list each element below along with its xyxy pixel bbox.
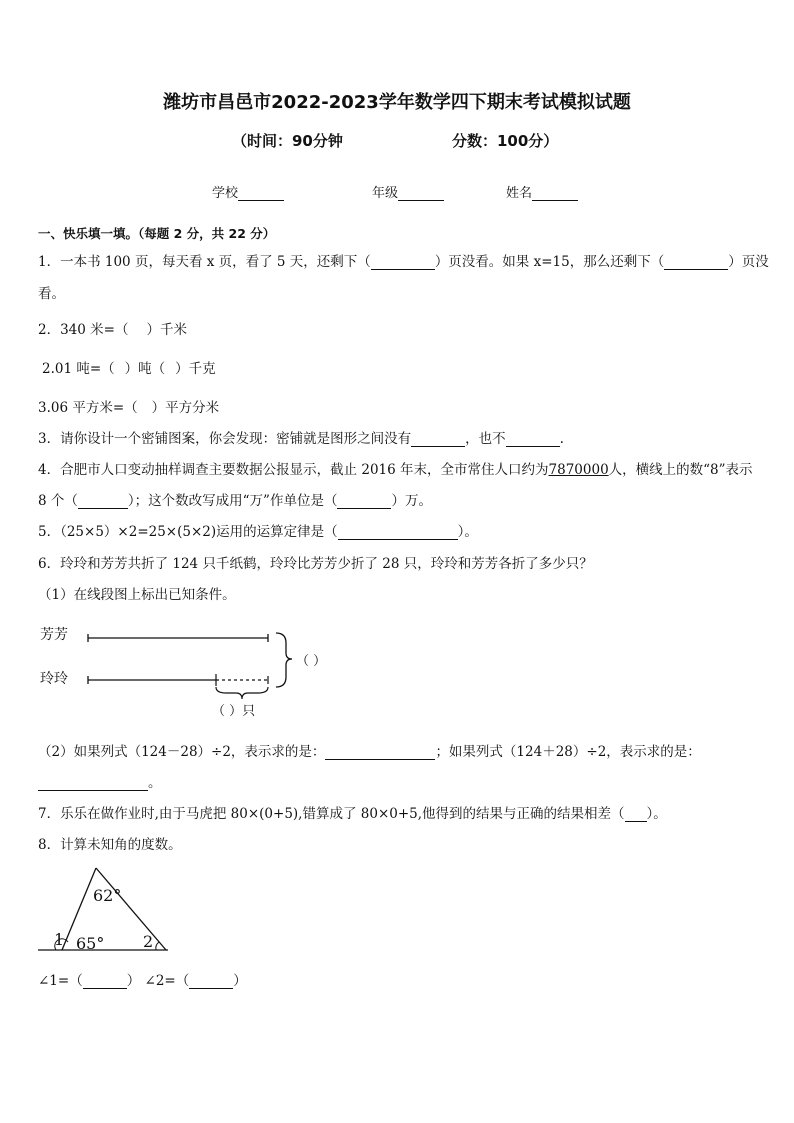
page-title: 潍坊市昌邑市2022-2023学年数学四下期末考试模拟试题 (163, 92, 631, 113)
right-brace (276, 633, 292, 687)
question-6-part-2-cont: 。 (38, 771, 162, 791)
name-label: 姓名 (506, 186, 533, 201)
question-3: 3．请你设计一个密铺图案，你会发现：密铺就是图形之间没有 ，也不 . (38, 431, 564, 447)
q4-blank-1[interactable] (78, 508, 128, 509)
q5-blank[interactable] (338, 539, 458, 540)
q6-blank-2[interactable] (38, 790, 148, 791)
school-field[interactable] (212, 182, 284, 201)
angle-2-blank[interactable] (189, 988, 233, 989)
name-blank[interactable] (532, 186, 578, 201)
exam-score: 分数：100分） (452, 132, 559, 150)
question-6-part-1: （1）在线段图上标出已知条件。 (38, 587, 236, 603)
question-7: 7．乐乐在做作业时,由于马虎把 80×(0+5),错算成了 80×0+5,他得到的结果与正确的结果相差（ ）。 (38, 806, 667, 822)
question-8-answers: ∠1=（ ） ∠2=（ ） (38, 973, 247, 989)
angle-2-arc (156, 942, 159, 950)
q1-blank-1[interactable] (371, 269, 435, 270)
grade-blank[interactable] (398, 186, 444, 201)
label-fangfang: 芳芳 (40, 627, 68, 643)
section-heading: 一、快乐填一填。（每题 2 分，共 22 分） (38, 226, 276, 241)
question-6-part-2: （2）如果列式（124－28）÷2，表示求的是： ；如果列式（124＋28）÷2，表示求的是： (38, 744, 701, 760)
exam-time: （时间：90分钟 (232, 132, 343, 150)
angle-left-label: 65° (76, 934, 105, 953)
difference-label[interactable]: （ ）只 (212, 704, 256, 719)
school-label: 学校 (212, 186, 239, 201)
question-4: 4．合肥市人口变动抽样调查主要数据公报显示，截止 2016 年末，全市常住人口约为7870000人，横线上的数“8”表示 (38, 462, 753, 478)
question-2a: 2．340 米=（ ）千米 (38, 322, 187, 338)
q3-blank-2[interactable] (506, 446, 560, 447)
question-8: 8．计算未知角的度数。 (38, 837, 182, 853)
label-lingling: 玲玲 (40, 671, 68, 687)
q4-blank-2[interactable] (337, 508, 391, 509)
q6-blank-1[interactable] (325, 759, 435, 760)
angle-1-label: 1 (54, 930, 65, 949)
segment-diagram (80, 625, 300, 700)
grade-field[interactable] (372, 182, 444, 201)
population-number: 7870000 (548, 462, 609, 478)
grade-label: 年级 (372, 186, 399, 201)
triangle-right-side (96, 868, 166, 950)
question-6: 6．玲玲和芳芳共折了 124 只千纸鹤，玲玲比芳芳少折了 28 只，玲玲和芳芳各折了多少只？ (38, 556, 593, 572)
total-brace-label[interactable]: （ ） (296, 654, 327, 669)
q7-blank[interactable] (625, 821, 647, 822)
school-blank[interactable] (238, 186, 284, 201)
question-5: 5．（25×5）×2=25×(5×2)运用的运算定律是（ ）。 (38, 524, 478, 540)
angle-1-blank[interactable] (83, 988, 127, 989)
question-2b: 2.01 吨=（ ）吨（ ）千克 (42, 361, 216, 377)
bottom-brace (216, 687, 268, 699)
q3-blank-1[interactable] (411, 446, 465, 447)
question-1: 1．一本书 100 页，每天看 x 页，看了 5 天，还剩下（ ）页没看。如果 x=15，那么还剩下（ ）页没 (38, 254, 769, 270)
question-4-cont: 8 个（ ）；这个数改写成用“万”作单位是（ ）万。 (38, 493, 432, 509)
q1-blank-2[interactable] (664, 269, 728, 270)
angle-top-label: 62° (93, 886, 122, 905)
name-field[interactable] (506, 182, 578, 201)
question-1-cont: 看。 (38, 286, 65, 302)
angle-2-label: 2 (143, 932, 154, 951)
question-2c: 3.06 平方米=（ ）平方分米 (38, 400, 220, 416)
